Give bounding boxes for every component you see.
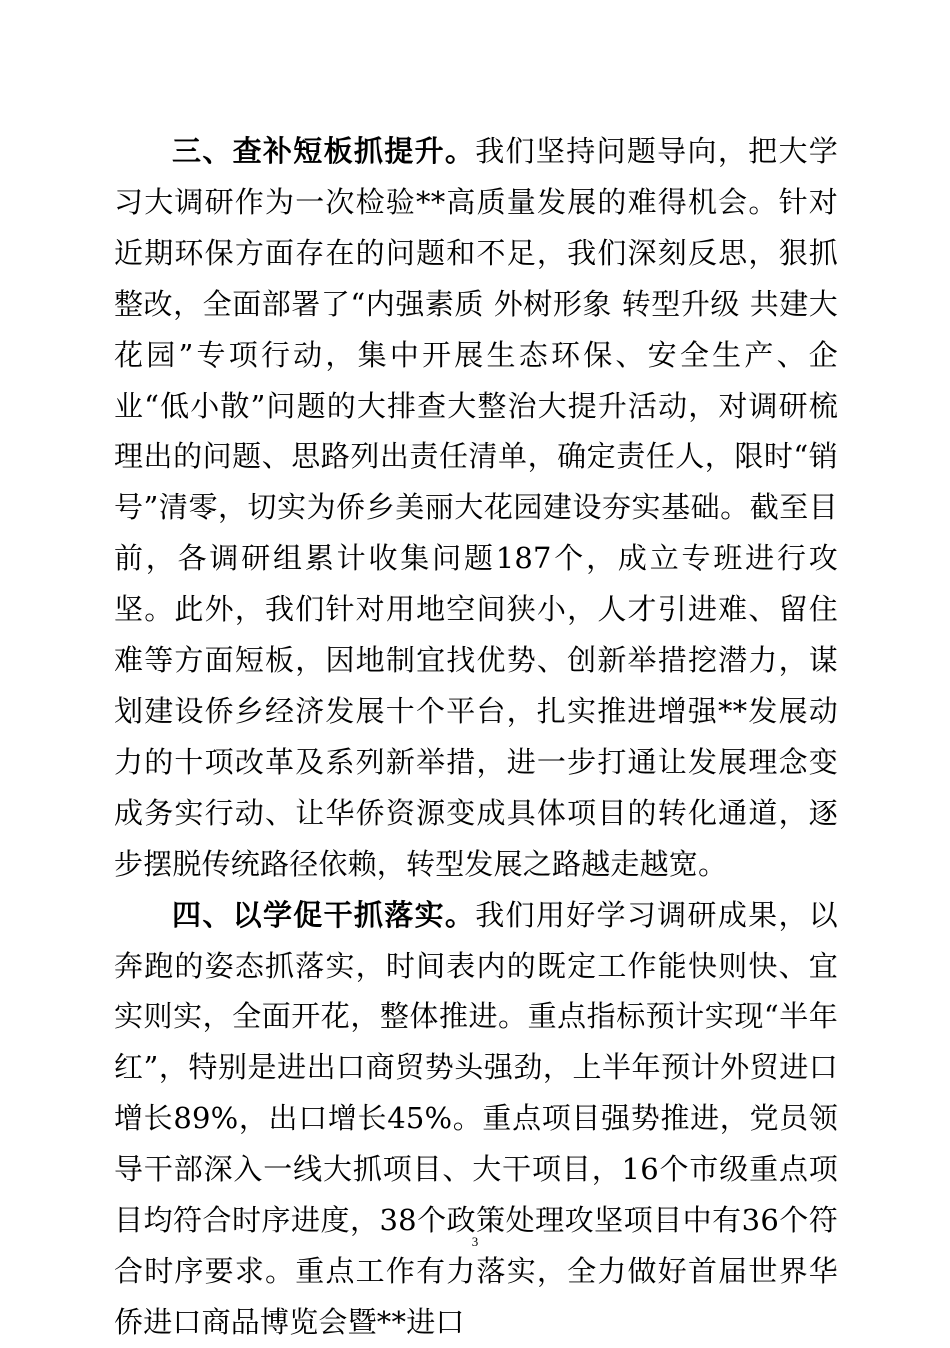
section-heading-4: 四、以学促干抓落实。 bbox=[172, 897, 476, 932]
section-heading-3: 三、查补短板抓提升。 bbox=[172, 134, 476, 168]
paragraph-3-body: 我们坚持问题导向，把大学习大调研作为一次检验**高质量发展的难得机会。针对近期环保方面存在的问题和不足，我们深刻反思，狠抓整改，全面部署了“内强素质 外树形象 转型升级 共建大花园”专项行动，集中开展生态环保、安全生产、企业“低小散”问题的大排查大整治大提升活动，对调研梳理出的问题、思路列出责任清单，确定责任人，限时“销号”清零，切实为侨乡美丽大花园建设夯实基础。截至目前，各调研组累计收集问题187个，成立专班进行攻坚。此外，我们针对用地空间狭小，人才引进难、留住难等方面短板，因地制宜找优势、创新举措挖潜力，谋划建设侨乡经济发展十个平台，扎实推进增强**发展动力的十项改革及系列新举措，进一步打通让发展理念变成务实行动、让华侨资源变成具体项目的转化通道，逐步摆脱传统路径依赖，转型发展之路越走越宽。 bbox=[114, 134, 838, 881]
paragraph-4-body: 我们用好学习调研成果，以奔跑的姿态抓落实，时间表内的既定工作能快则快、宜实则实，全面开花，整体推进。重点指标预计实现“半年红”，特别是进出口商贸势头强劲，上半年预计外贸进口增长89%，出口增长45%。重点项目强势推进，党员领导干部深入一线大抓项目、大干项目，16个市级重点项目均符合时序进度，38个政策处理攻坚项目中有36个符合时序要求。重点工作有力落实，全力做好首届世界华侨进口商品博览会暨**进口 bbox=[114, 897, 838, 1339]
paragraph-3 bbox=[114, 126, 838, 890]
document-body bbox=[114, 126, 838, 1348]
paragraph-4 bbox=[114, 890, 838, 1348]
page-number: 3 bbox=[471, 1234, 479, 1249]
